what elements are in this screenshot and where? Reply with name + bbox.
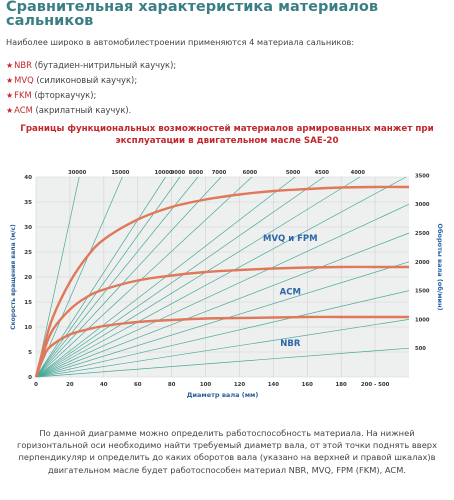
x-tick-label: 180 [335, 382, 347, 388]
y-tick-label: 25 [24, 250, 32, 256]
page-title: Сравнительная характеристика материалов сальников [6, 0, 379, 29]
y-tick-label: 0 [28, 375, 32, 381]
list-item [6, 103, 176, 118]
y-tick-label: 40 [24, 175, 32, 181]
series-label: ACM [279, 287, 301, 298]
y-tick-label: 35 [24, 200, 32, 206]
x-tick-label: 0 [34, 382, 38, 388]
star-bullet-icon: ★ [6, 61, 14, 70]
rpm-right-label: 3500 [415, 173, 430, 180]
rpm-top-label: 9000 [170, 170, 186, 176]
y-tick-label: 15 [24, 300, 32, 306]
x-tick-label: 140 [267, 382, 279, 388]
series-label: NBR [280, 339, 301, 349]
y-axis-label: Скорость вращения вала (м/с) [10, 224, 17, 330]
x-tick-label: 100 [199, 382, 212, 388]
rpm-right-label: 1000 [415, 317, 430, 324]
materials-list [6, 58, 176, 118]
x-tick-label: 20 [66, 382, 74, 388]
chart-caption: По данной диаграмме можно определить работоспособность материала. На нижней горизонтальной оси необходимо найти требуемый диаметр вала, от этой точки поднять вверх перпендикуляр и определить до каких оборотов вала (указано на верхней и правой шкалах)в двигательном масле будет работоспособен материал NBR, MVQ, FPM (FKM), ACM. [17, 428, 437, 475]
rpm-right-label: 3000 [415, 202, 430, 209]
star-bullet-icon: ★ [6, 76, 14, 85]
rpm-right-label: 2500 [415, 231, 430, 238]
rpm-top-label: 4000 [350, 170, 366, 176]
y2-axis-label: Обороты вала (об/мин) [436, 223, 444, 311]
material-desc: (акрилатный каучук). [32, 105, 132, 115]
list-item [6, 58, 176, 73]
material-desc: (фторкаучук); [31, 90, 97, 100]
rpm-top-label: 30000 [68, 170, 87, 176]
material-code[interactable]: ACM [14, 105, 33, 115]
y-tick-label: 20 [24, 275, 32, 281]
material-code[interactable]: NBR [14, 60, 33, 70]
x-tick-label: 60 [133, 382, 142, 388]
list-item [6, 88, 176, 103]
star-bullet-icon: ★ [6, 91, 14, 100]
rpm-top-label: 15000 [111, 170, 130, 176]
rpm-top-label: 5000 [285, 170, 301, 176]
x-tick-label: 40 [100, 382, 108, 388]
rpm-top-label: 10000 [154, 170, 173, 176]
series-label: MVQ и FPM [262, 234, 318, 244]
star-bullet-icon: ★ [6, 106, 14, 115]
y-tick-label: 5 [28, 350, 32, 356]
x-tick-label: 200 - 500 [360, 382, 390, 388]
rpm-top-label: 6000 [242, 170, 258, 176]
material-code[interactable]: FKM [14, 90, 32, 100]
chart [6, 165, 446, 410]
y-tick-label: 30 [24, 225, 32, 231]
y-tick-label: 10 [24, 325, 32, 331]
x-tick-label: 80 [167, 382, 176, 388]
intro-text: Наиболее широко в автомобилестроении применяются 4 материала сальников: [6, 37, 355, 47]
material-code[interactable]: MVQ [14, 75, 34, 85]
rpm-top-label: 4500 [314, 170, 330, 176]
rpm-right-label: 500 [415, 346, 426, 353]
material-desc: (силиконовый каучук); [33, 75, 138, 85]
rpm-top-label: 8000 [188, 170, 204, 176]
rpm-right-label: 1500 [415, 288, 430, 295]
chart-svg [6, 165, 446, 410]
material-desc: (бутадиен-нитрильный каучук); [32, 60, 177, 70]
x-tick-label: 120 [233, 382, 246, 388]
rpm-top-label: 7000 [211, 170, 227, 176]
rpm-right-label: 2000 [415, 259, 430, 266]
x-tick-label: 160 [301, 382, 313, 388]
chart-heading: Границы функциональных возможностей материалов армированных манжет при эксплуатации в двигательном масле SAE-20 [20, 124, 434, 146]
x-axis-label: Диаметр вала (мм) [186, 391, 259, 399]
list-item [6, 73, 176, 88]
